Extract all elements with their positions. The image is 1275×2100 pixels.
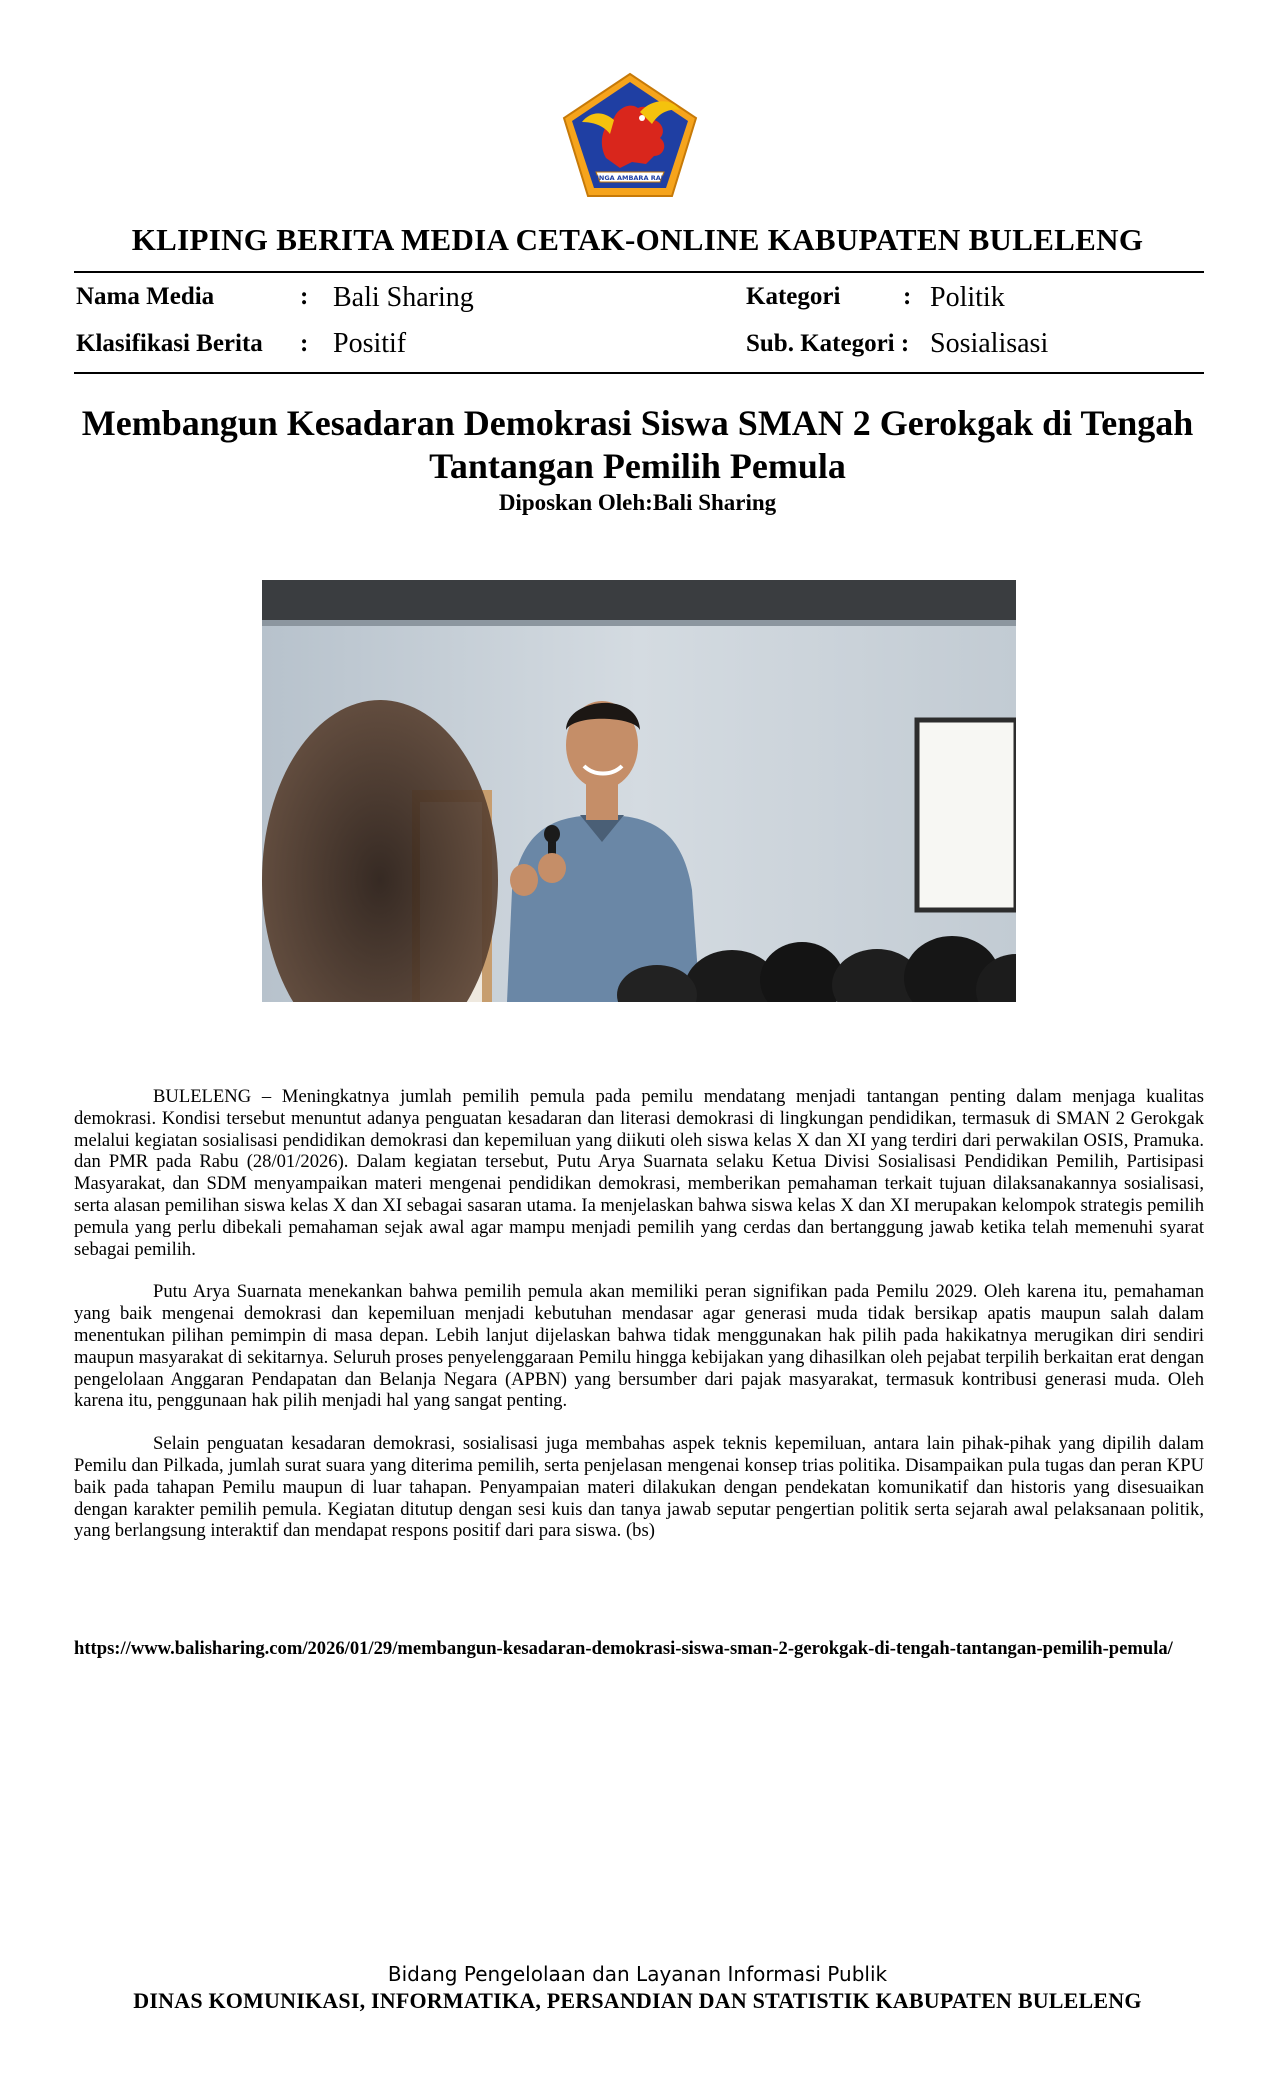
footer-department: Bidang Pengelolaan dan Layanan Informasi Publik (387, 1962, 888, 1986)
media-label: Nama Media (76, 283, 215, 310)
document-title: KLIPING BERITA MEDIA CETAK-ONLINE KABUPATEN BULELENG (131, 222, 1144, 257)
media-value: Bali Sharing (333, 282, 474, 313)
classification-colon: : (300, 330, 309, 357)
divider-top (74, 271, 1204, 273)
speaker-presentation-photo-icon (262, 580, 1016, 1002)
article-paragraph: BULELENG – Meningkatnya jumlah pemilih pemula pada pemilu mendatang menjadi tantangan penting dalam menjaga kualitas demokrasi. Kondisi tersebut menuntut adanya penguatan kesadaran dan literasi demokrasi di lingkungan pendidikan, termasuk di SMAN 2 Gerokgak melalui kegiatan sosialisasi pendidikan demokrasi dan kepemiluan yang diikuti oleh siswa kelas X dan XI yang terdiri dari perwakilan OSIS, Pramuka. dan PMR pada Rabu (28/01/2026). Dalam kegiatan tersebut, Putu Arya Suarnata selaku Ketua Divisi Sosialisasi Pendidikan Pemilih, Partisipasi Masyarakat, dan SDM menyampaikan materi mengenai pendidikan demokrasi, memberikan pemahaman terkait tujuan dilaksanakannya sosialisasi, serta alasan pemilihan siswa kelas X dan XI sebagai sasaran utama. Ia menjelaskan bahwa siswa kelas X dan XI merupakan kelompok strategis pemilih pemula yang perlu dibekali pemahaman sejak awal agar mampu menjadi pemilih yang cerdas dan bertanggung jawab ketika telah memenuhi syarat sebagai pemilih. (74, 1086, 1204, 1260)
classification-value: Positif (333, 328, 407, 359)
article-paragraph: Putu Arya Suarnata menekankan bahwa pemilih pemula akan memiliki peran signifikan pada Pemilu 2029. Oleh karena itu, pemahaman yang baik mengenai demokrasi dan kepemiluan menjadi kebutuhan mendasar agar generasi muda tidak bersikap apatis maupun salah dalam menentukan pilihan pemimpin di masa depan. Lebih lanjut dijelaskan bahwa tidak menggunakan hak pilih pada hakikatnya merugikan diri sendiri maupun masyarakat di sekitarnya. Seluruh proses penyelenggaraan Pemilu hingga kebijakan yang dihasilkan oleh pejabat terpilih berkaitan erat dengan pengelolaan Anggaran Pendapatan dan Belanja Negara (APBN) yang bersumber dari pajak masyarakat, termasuk kontribusi generasi muda. Oleh karena itu, penggunaan hak pilih menjadi hal yang sangat penting. (74, 1281, 1204, 1412)
category-value: Politik (930, 282, 1005, 313)
divider-bottom (74, 372, 1204, 374)
article-body (74, 1086, 1204, 1563)
article-byline: Diposkan Oleh:Bali Sharing (498, 490, 777, 515)
source-url-link[interactable]: https://www.balisharing.com/2026/01/29/membangun-kesadaran-demokrasi-siswa-sman-2-gerokgak-di-tengah-tantangan-pemilih-pemula/ (74, 1638, 1173, 1659)
logo-motto: SINGA AMBARA RAJA (591, 174, 669, 182)
singa-ambara-raja-emblem-icon (562, 72, 698, 200)
subcategory-label: Sub. Kategori : (746, 330, 910, 357)
category-colon: : (903, 283, 912, 310)
regency-logo (562, 72, 698, 200)
subcategory-value: Sosialisasi (930, 328, 1049, 359)
classification-label: Klasifikasi Berita (76, 330, 263, 357)
article-headline: Membangun Kesadaran Demokrasi Siswa SMAN 2 Gerokgak di Tengah Tantangan Pemilih Pemula (81, 403, 1194, 486)
article-paragraph: Selain penguatan kesadaran demokrasi, sosialisasi juga membahas aspek teknis kepemiluan, antara lain pihak-pihak yang dipilih dalam Pemilu dan Pilkada, jumlah surat suara yang diterima pemilih, serta penjelasan mengenai konsep trias politika. Disampaikan pula tugas dan peran KPU baik pada tahapan Pemilu maupun di luar tahapan. Penyampaian materi dilakukan dengan pendekatan komunikatif dan historis yang disesuaikan dengan karakter pemilih pemula. Kegiatan ditutup dengan sesi kuis dan tanya jawab seputar pengertian politik serta sejarah awal pelaksanaan politik, yang berlangsung interaktif dan mendapat respons positif dari para siswa. (bs) (74, 1433, 1204, 1542)
category-label: Kategori (746, 283, 841, 310)
footer-organization: DINAS KOMUNIKASI, INFORMATIKA, PERSANDIAN DAN STATISTIK KABUPATEN BULELENG (133, 1988, 1142, 2013)
media-colon: : (300, 283, 309, 310)
article-photo (262, 580, 1016, 1002)
